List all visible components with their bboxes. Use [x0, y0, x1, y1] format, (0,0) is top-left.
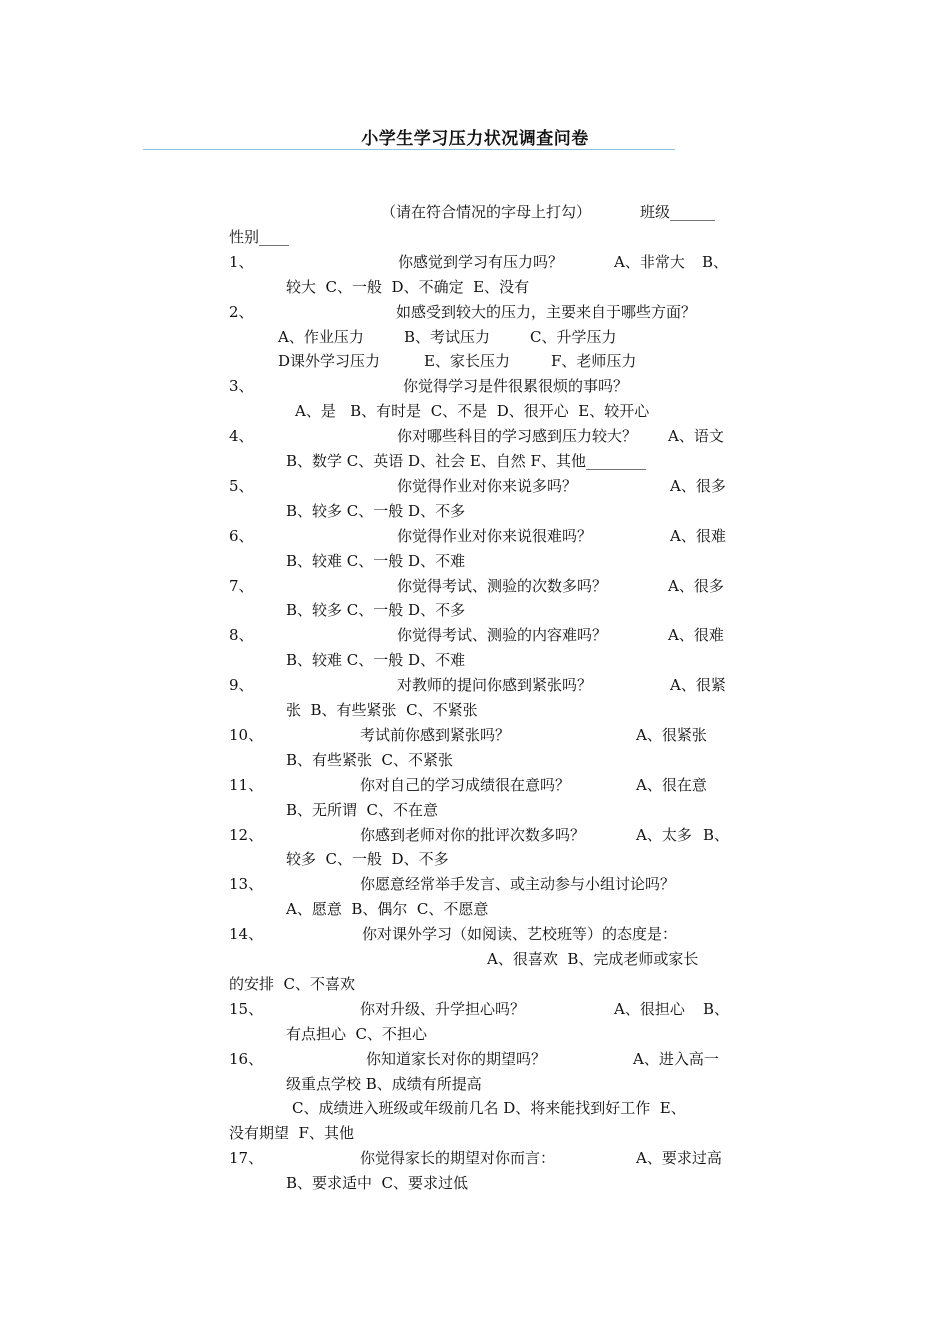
text-line-30-seg-1: 14、 — [229, 925, 264, 944]
text-line-33-seg-4: B、 — [703, 999, 730, 1018]
text-line-19-seg-1: B、较难 C、一般 D、不难 — [286, 651, 466, 670]
text-line-24-seg-1: 11、 — [229, 775, 264, 794]
text-line-28-seg-2: 你愿意经常举手发言、或主动参与小组讨论吗？ — [360, 875, 676, 894]
text-line-11-seg-1: B、数学 C、英语 D、社会 E、自然 F、其他________ — [286, 452, 646, 470]
text-line-15-seg-1: B、较难 C、一般 D、不难 — [286, 551, 466, 570]
text-line-28-seg-1: 13、 — [229, 875, 264, 894]
text-line-3-seg-1: 1、 — [229, 252, 254, 271]
text-line-26-seg-1: 12、 — [229, 825, 264, 844]
text-line-26-seg-4: B、 — [703, 825, 730, 844]
text-line-7-seg-2: E、家长压力 — [424, 352, 510, 371]
text-line-9-seg-1: A、是 B、有时是 C、不是 D、很开心 E、较开心 — [295, 402, 650, 421]
text-line-10-seg-2: 你对哪些科目的学习感到压力较大？ — [397, 427, 638, 446]
text-line-5-seg-2: 如感受到较大的压力，主要来自于哪些方面？ — [396, 302, 697, 321]
text-line-18-seg-1: 8、 — [229, 626, 254, 645]
text-line-2-seg-1: 性别____ — [229, 227, 290, 246]
text-line-35-seg-2: 你知道家长对你的期望吗？ — [366, 1049, 547, 1068]
text-line-16-seg-3: A、很多 — [668, 576, 724, 595]
text-line-18-seg-3: A、很难 — [668, 626, 724, 645]
text-line-24-seg-3: A、很在意 — [636, 775, 707, 794]
text-line-35-seg-1: 16、 — [229, 1049, 264, 1068]
text-line-29-seg-1: A、愿意 B、偶尔 C、不愿意 — [286, 900, 489, 919]
text-line-16-seg-1: 7、 — [229, 576, 254, 595]
text-line-39-seg-2: 你觉得家长的期望对你而言： — [360, 1149, 556, 1168]
text-line-33-seg-1: 15、 — [229, 999, 264, 1018]
text-line-33-seg-3: A、很担心 — [614, 999, 685, 1018]
text-line-25-seg-1: B、无所谓 C、不在意 — [286, 800, 439, 819]
text-line-14-seg-3: A、很难 — [670, 526, 726, 545]
text-line-33-seg-2: 你对升级、升学担心吗？ — [360, 999, 526, 1018]
text-line-5-seg-1: 2、 — [229, 302, 254, 321]
text-line-8-seg-1: 3、 — [229, 377, 254, 396]
text-line-1-seg-2: 班级______ — [640, 203, 716, 221]
text-line-39-seg-3: A、要求过高 — [636, 1149, 722, 1168]
text-line-20-seg-3: A、很紧 — [670, 676, 726, 695]
text-line-13-seg-1: B、较多 C、一般 D、不多 — [286, 501, 466, 520]
title-underline — [143, 149, 675, 150]
text-line-23-seg-1: B、有些紧张 C、不紧张 — [286, 750, 454, 769]
text-line-6-seg-1: A、作业压力 — [278, 327, 364, 346]
text-line-21-seg-1: 张 B、有些紧张 C、不紧张 — [286, 701, 478, 719]
text-line-27-seg-1: 较多 C、一般 D、不多 — [286, 850, 449, 869]
text-line-3-seg-4: B、 — [702, 252, 729, 271]
text-line-36-seg-1: 级重点学校 B、成绩有所提高 — [286, 1074, 482, 1093]
text-line-22-seg-2: 考试前你感到紧张吗？ — [360, 725, 511, 744]
text-line-38-seg-1: 没有期望 F、其他 — [229, 1124, 354, 1143]
text-line-14-seg-1: 6、 — [229, 526, 254, 545]
text-line-30-seg-2: 你对课外学习（如阅读、艺校班等）的态度是： — [362, 925, 678, 944]
text-line-10-seg-1: 4、 — [229, 427, 254, 446]
text-line-10-seg-3: A、语文 — [668, 427, 724, 446]
text-line-12-seg-3: A、很多 — [670, 476, 726, 495]
text-line-26-seg-3: A、太多 — [636, 825, 692, 844]
page-title: 小学生学习压力状况调查问卷 — [361, 129, 589, 149]
text-line-31-seg-1: A、很喜欢 B、完成老师或家长 — [487, 950, 699, 968]
text-line-6-seg-3: C、升学压力 — [530, 327, 617, 346]
text-line-22-seg-1: 10、 — [229, 725, 264, 744]
text-line-18-seg-2: 你觉得考试、测验的内容难吗？ — [397, 626, 608, 645]
text-line-26-seg-2: 你感到老师对你的批评次数多吗？ — [360, 825, 586, 844]
text-line-22-seg-3: A、很紧张 — [636, 725, 707, 744]
text-line-7-seg-1: D课外学习压力 — [278, 352, 381, 371]
text-line-12-seg-1: 5、 — [229, 476, 254, 495]
text-line-1-seg-1: （请在符合情况的字母上打勾） — [381, 203, 592, 221]
text-line-12-seg-2: 你觉得作业对你来说多吗？ — [397, 476, 578, 495]
text-line-20-seg-1: 9、 — [229, 676, 254, 695]
text-line-20-seg-2: 对教师的提问你感到紧张吗？ — [397, 676, 593, 695]
text-line-39-seg-1: 17、 — [229, 1149, 264, 1168]
text-line-6-seg-2: B、考试压力 — [404, 327, 491, 346]
text-line-40-seg-1: B、要求适中 C、要求过低 — [286, 1174, 469, 1193]
text-line-32-seg-1: 的安排 C、不喜欢 — [229, 974, 356, 993]
text-line-34-seg-1: 有点担心 C、不担心 — [286, 1024, 428, 1043]
text-line-4-seg-1: 较大 C、一般 D、不确定 E、没有 — [286, 277, 530, 296]
text-line-7-seg-3: F、老师压力 — [551, 352, 637, 371]
text-line-3-seg-3: A、非常大 — [614, 252, 685, 271]
text-line-37-seg-1: C、成绩进入班级或年级前几名 D、将来能找到好工作 E、 — [292, 1099, 686, 1118]
text-line-24-seg-2: 你对自己的学习成绩很在意吗？ — [360, 775, 571, 794]
text-line-14-seg-2: 你觉得作业对你来说很难吗？ — [397, 526, 593, 545]
text-line-8-seg-2: 你觉得学习是件很累很烦的事吗？ — [403, 377, 629, 396]
text-line-35-seg-3: A、进入高一 — [633, 1049, 719, 1068]
text-line-16-seg-2: 你觉得考试、测验的次数多吗？ — [397, 576, 608, 595]
text-line-17-seg-1: B、较多 C、一般 D、不多 — [286, 601, 466, 620]
text-line-3-seg-2: 你感觉到学习有压力吗？ — [398, 252, 564, 271]
